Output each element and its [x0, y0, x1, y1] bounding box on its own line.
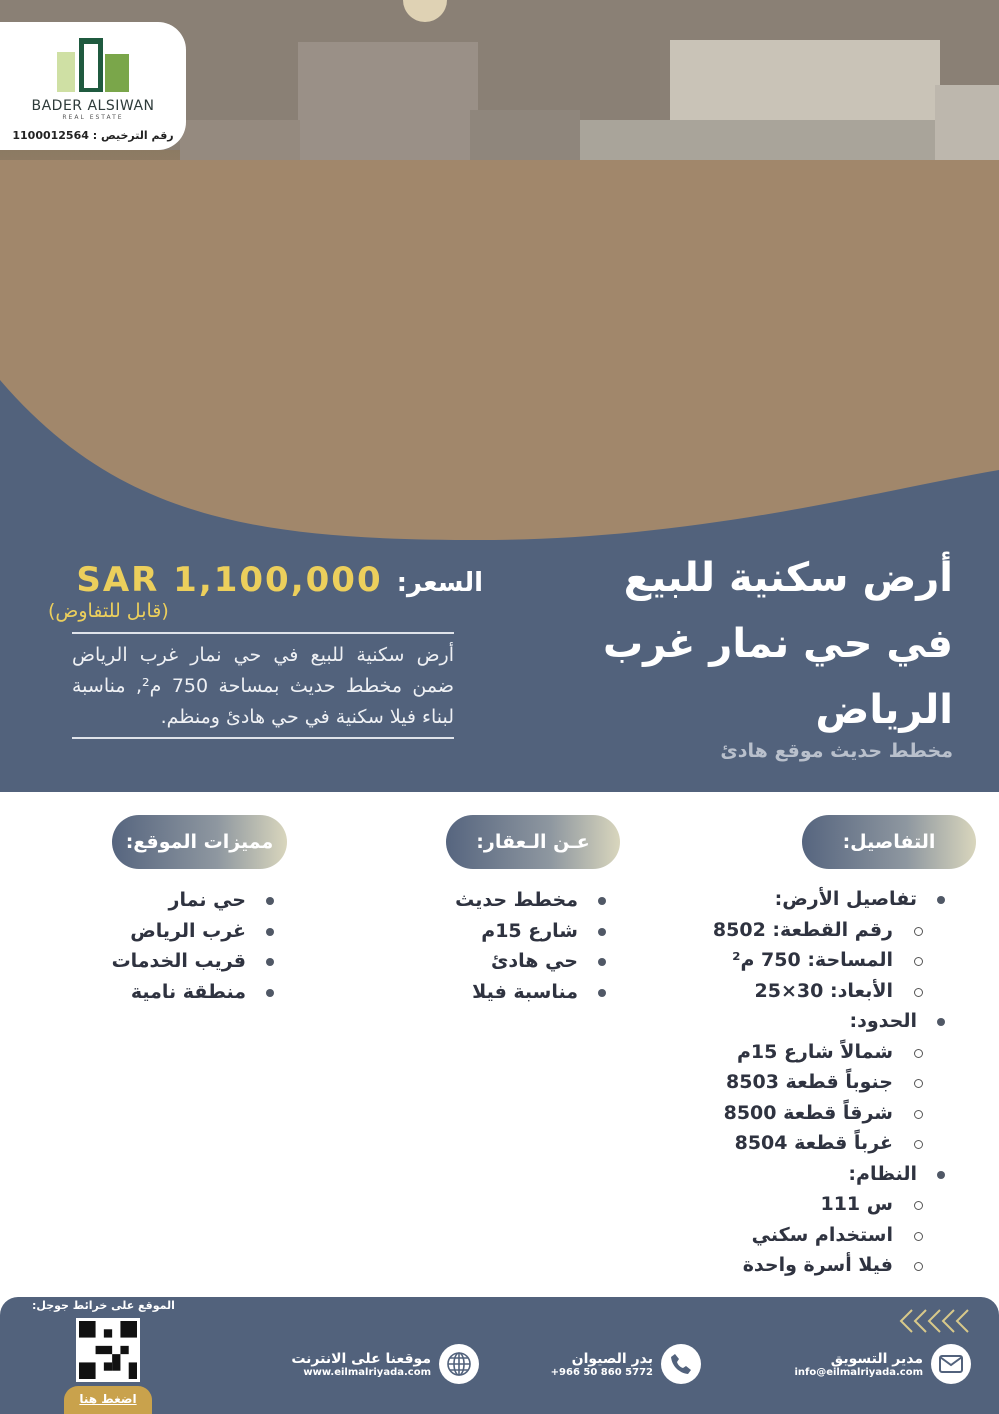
- contact-website[interactable]: [291, 1344, 479, 1384]
- list-item: غرب الرياض: [60, 916, 280, 947]
- contact-title: موقعنا على الانترنت: [291, 1350, 431, 1367]
- list-item: مخطط حديث: [400, 885, 612, 916]
- list-item: مناسبة فيلا: [400, 977, 612, 1008]
- list-item: س 111: [621, 1189, 927, 1220]
- phone-icon: [661, 1344, 701, 1384]
- list-item: فيلا أسرة واحدة: [621, 1250, 927, 1281]
- list-item: قريب الخدمات: [60, 946, 280, 977]
- price-label: السعر:: [396, 568, 483, 598]
- list-item: استخدام سكني: [621, 1220, 927, 1251]
- buildings-logo-icon: [53, 34, 133, 92]
- list-item: شارع 15م: [400, 916, 612, 947]
- label: الحدود:: [849, 1010, 917, 1032]
- list-item: منطقة نامية: [60, 977, 280, 1008]
- price-value: SAR 1,100,000: [76, 560, 383, 600]
- license-number: رقم الترخيص : 1100012564: [12, 129, 174, 142]
- list-item: رقم القطعة: 8502: [621, 915, 927, 946]
- system-label: [621, 1159, 951, 1281]
- label: النظام:: [848, 1162, 917, 1185]
- about-heading: عـن الـعقار:: [446, 815, 620, 869]
- title-line: في حي نمار غرب: [602, 621, 953, 667]
- negotiable-note: (قابل للتفاوض): [48, 600, 169, 622]
- globe-icon: [439, 1344, 479, 1384]
- description: أرض سكنية للبيع في حي نمار غرب الرياض ضمن مخطط حديث بمساحة 750 م², مناسبة لبناء فيلا سكنية في حي هادئ ومنظم.: [72, 632, 454, 739]
- contact-value: +966 50 860 5772: [550, 1366, 653, 1378]
- borders-label: [621, 1006, 951, 1159]
- list-item: المساحة: 750 م²: [621, 945, 927, 976]
- land-details-label: [621, 884, 951, 1006]
- list-item: شرقاً قطعة 8500: [621, 1098, 927, 1129]
- list-item: الأبعاد: 30×25: [621, 976, 927, 1007]
- list-item: غرباً قطعة 8504: [621, 1128, 927, 1159]
- list-item: حي هادئ: [400, 946, 612, 977]
- label: تفاصيل الأرض:: [774, 888, 917, 910]
- title-line: الرياض: [815, 687, 953, 733]
- price-row: [68, 560, 483, 600]
- details-heading: التفاصيل:: [802, 815, 976, 869]
- contact-phone[interactable]: [551, 1344, 701, 1384]
- logo-card: [0, 22, 186, 150]
- logo-subtitle: REAL ESTATE: [62, 114, 124, 121]
- mail-icon: [931, 1344, 971, 1384]
- about-list: [400, 885, 612, 1007]
- subtitle: مخطط حديث موقع هادئ: [720, 740, 953, 762]
- contact-email[interactable]: [794, 1344, 971, 1384]
- details-list: [621, 884, 951, 1281]
- contact-value: info@eilmalriyada.com: [794, 1366, 923, 1378]
- chevrons-icon: [898, 1308, 972, 1334]
- contact-title: مدير التسويق: [830, 1350, 923, 1367]
- features-heading: مميزات الموقع:: [112, 815, 287, 869]
- logo-name: BADER ALSIWAN: [31, 98, 155, 114]
- page-title: [533, 545, 953, 743]
- click-here-button[interactable]: اضغط هنا: [64, 1386, 152, 1414]
- title-line: أرض سكنية للبيع: [623, 555, 953, 601]
- features-list: [60, 885, 280, 1007]
- qr-code[interactable]: [76, 1318, 140, 1382]
- qr-label: الموقع على خرائط جوجل:: [32, 1299, 175, 1312]
- list-item: جنوباً قطعة 8503: [621, 1067, 927, 1098]
- qr-code-icon: [79, 1321, 137, 1379]
- list-item: حي نمار: [60, 885, 280, 916]
- list-item: شمالاً شارع 15م: [621, 1037, 927, 1068]
- contact-title: بدر الصيوان: [571, 1350, 653, 1367]
- contact-value: www.eilmalriyada.com: [303, 1366, 431, 1378]
